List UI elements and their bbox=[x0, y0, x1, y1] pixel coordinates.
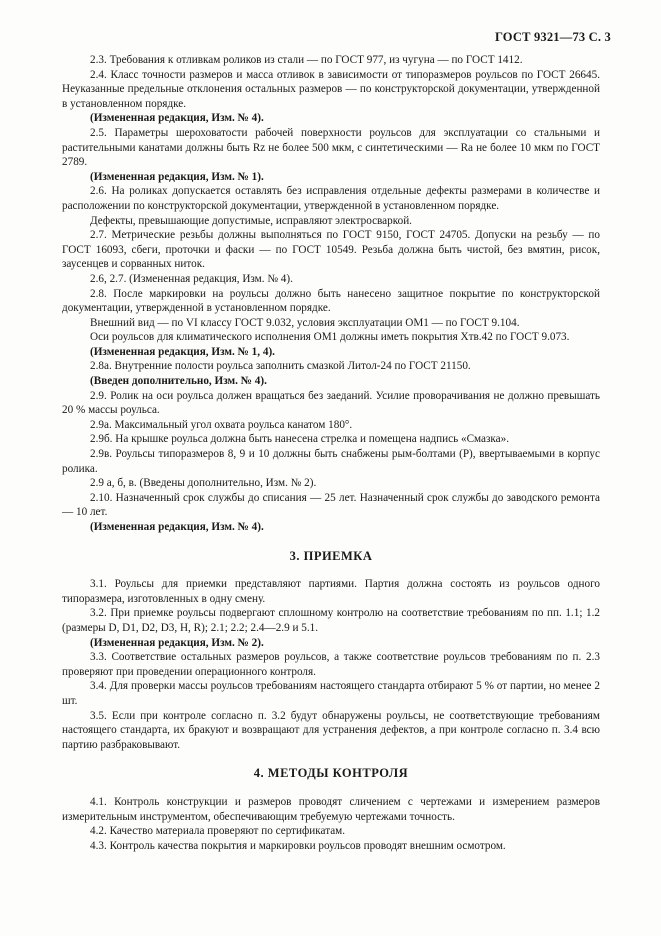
section-heading: 4. МЕТОДЫ КОНТРОЛЯ bbox=[253, 766, 409, 781]
paragraph: 2.9в. Роульсы типоразмеров 8, 9 и 10 должны быть снабжены рым-болтами (Р), ввертываемыми в корпус ролика. bbox=[62, 448, 600, 475]
amendment-note: (Измененная редакция, Изм. № 4). bbox=[90, 112, 264, 125]
document-body bbox=[62, 53, 600, 853]
paragraph: Оси роульсов для климатического исполнения ОМ1 должны иметь покрытия Хтв.42 по ГОСТ 9.073. bbox=[90, 331, 570, 344]
paragraph: 2.9б. На крышке роульса должна быть нанесена стрелка и помещена надпись «Смазка». bbox=[90, 433, 510, 446]
paragraph: 4.3. Контроль качества покрытия и маркировки роульсов проводят внешним осмотром. bbox=[90, 839, 506, 852]
paragraph: 2.3. Требования к отливкам роликов из стали — по ГОСТ 977, из чугуна — по ГОСТ 1412. bbox=[90, 54, 523, 66]
paragraph: 4.1. Контроль конструкции и размеров проводят сличением с чертежами и измерением размеров измерительным инструментом, обеспечивающим требуемую чертежами точность. bbox=[62, 795, 600, 823]
paragraph: 3.5. Если при контроле согласно п. 3.2 будут обнаружены роульсы, не соответствующие требованиям настоящего стандарта, их бракуют и возвращают для устранения дефектов, а при контроле согласно п. 3.4 всю партию разбраковывают. bbox=[62, 709, 600, 751]
paragraph: 2.9 а, б, в. (Введены дополнительно, Изм. № 2). bbox=[90, 477, 317, 490]
amendment-note: (Измененная редакция, Изм. № 2). bbox=[90, 636, 264, 649]
paragraph: 2.9а. Максимальный угол охвата роульса канатом 180°. bbox=[90, 418, 353, 431]
amendment-note: (Измененная редакция, Изм. № 4). bbox=[90, 521, 264, 533]
paragraph: 2.4. Класс точности размеров и масса отливок в зависимости от типоразмеров роульсов по ГОСТ 26645. Неуказанные предельные отклонения остальных размеров — по конструкторской документации, утвержденной в установленном порядке. bbox=[62, 68, 600, 110]
amendment-note: (Измененная редакция, Изм. № 1). bbox=[90, 170, 264, 183]
paragraph: Дефекты, превышающие допустимые, исправляют электросваркой. bbox=[90, 214, 412, 227]
paragraph: 2.6, 2.7. (Измененная редакция, Изм. № 4). bbox=[90, 272, 293, 285]
page-header: ГОСТ 9321—73 С. 3 bbox=[494, 30, 611, 44]
paragraph: 2.10. Назначенный срок службы до списания — 25 лет. Назначенный срок службы до заводского ремонта — 10 лет. bbox=[62, 491, 600, 519]
section-heading: 3. ПРИЕМКА bbox=[289, 548, 373, 563]
paragraph: 2.8а. Внутренние полости роульса заполнить смазкой Литол-24 по ГОСТ 21150. bbox=[90, 360, 471, 373]
paragraph: 2.9. Ролик на оси роульса должен вращаться без заеданий. Усилие проворачивания не должно превышать 20 % массы роульса. bbox=[62, 389, 600, 417]
paragraph: 2.8. После маркировки на роульсы должно быть нанесено защитное покрытие по конструкторской документации, утвержденной в установленном порядке. bbox=[62, 287, 600, 315]
paragraph: 4.2. Качество материала проверяют по сертификатам. bbox=[90, 825, 346, 838]
paragraph: 3.2. При приемке роульсы подвергают сплошному контролю на соответствие требованиям по пп. 1.1; 1.2 (размеры D, D1, D2, D3, H, R); 2.1; 2.2; 2.4—2.9 и 5.1. bbox=[62, 607, 600, 634]
paragraph: 3.1. Роульсы для приемки представляют партиями. Партия должна состоять из роульсов одного типоразмера, изготовленных в одну смену. bbox=[62, 578, 600, 605]
paragraph: 2.7. Метрические резьбы должны выполняться по ГОСТ 9150, ГОСТ 24705. Допуски на резьбу — по ГОСТ 16093, сбеги, проточки и фаски — по ГОСТ 10549. Резьба должна быть чистой, без вмятин, рисок, заусенцев и сорванных ниток. bbox=[62, 229, 600, 271]
amendment-note: (Введен дополнительно, Изм. № 4). bbox=[90, 375, 267, 388]
amendment-note: (Измененная редакция, Изм. № 1, 4). bbox=[90, 345, 275, 358]
paragraph: 2.6. На роликах допускается оставлять без исправления отдельные дефекты размерами в количестве и расположении по конструкторской документации, утвержденной в установленном порядке. bbox=[62, 185, 600, 212]
paragraph: 2.5. Параметры шероховатости рабочей поверхности роульсов для эксплуатации со стальными и растительными канатами должны быть Rz не более 500 мкм, с синтетическими — Ra не более 10 мкм по ГОСТ 2789. bbox=[62, 126, 600, 169]
paragraph: Внешний вид — по VI классу ГОСТ 9.032, условия эксплуатации ОМ1 — по ГОСТ 9.104. bbox=[90, 316, 520, 329]
paragraph: 3.3. Соответствие остальных размеров роульсов, а также соответствие роульсов требованиям по п. 2.3 проверяют при проведении операционного контроля. bbox=[62, 651, 600, 678]
paragraph: 3.4. Для проверки массы роульсов требованиям настоящего стандарта отбирают 5 % от партии, но менее 2 шт. bbox=[62, 680, 600, 707]
